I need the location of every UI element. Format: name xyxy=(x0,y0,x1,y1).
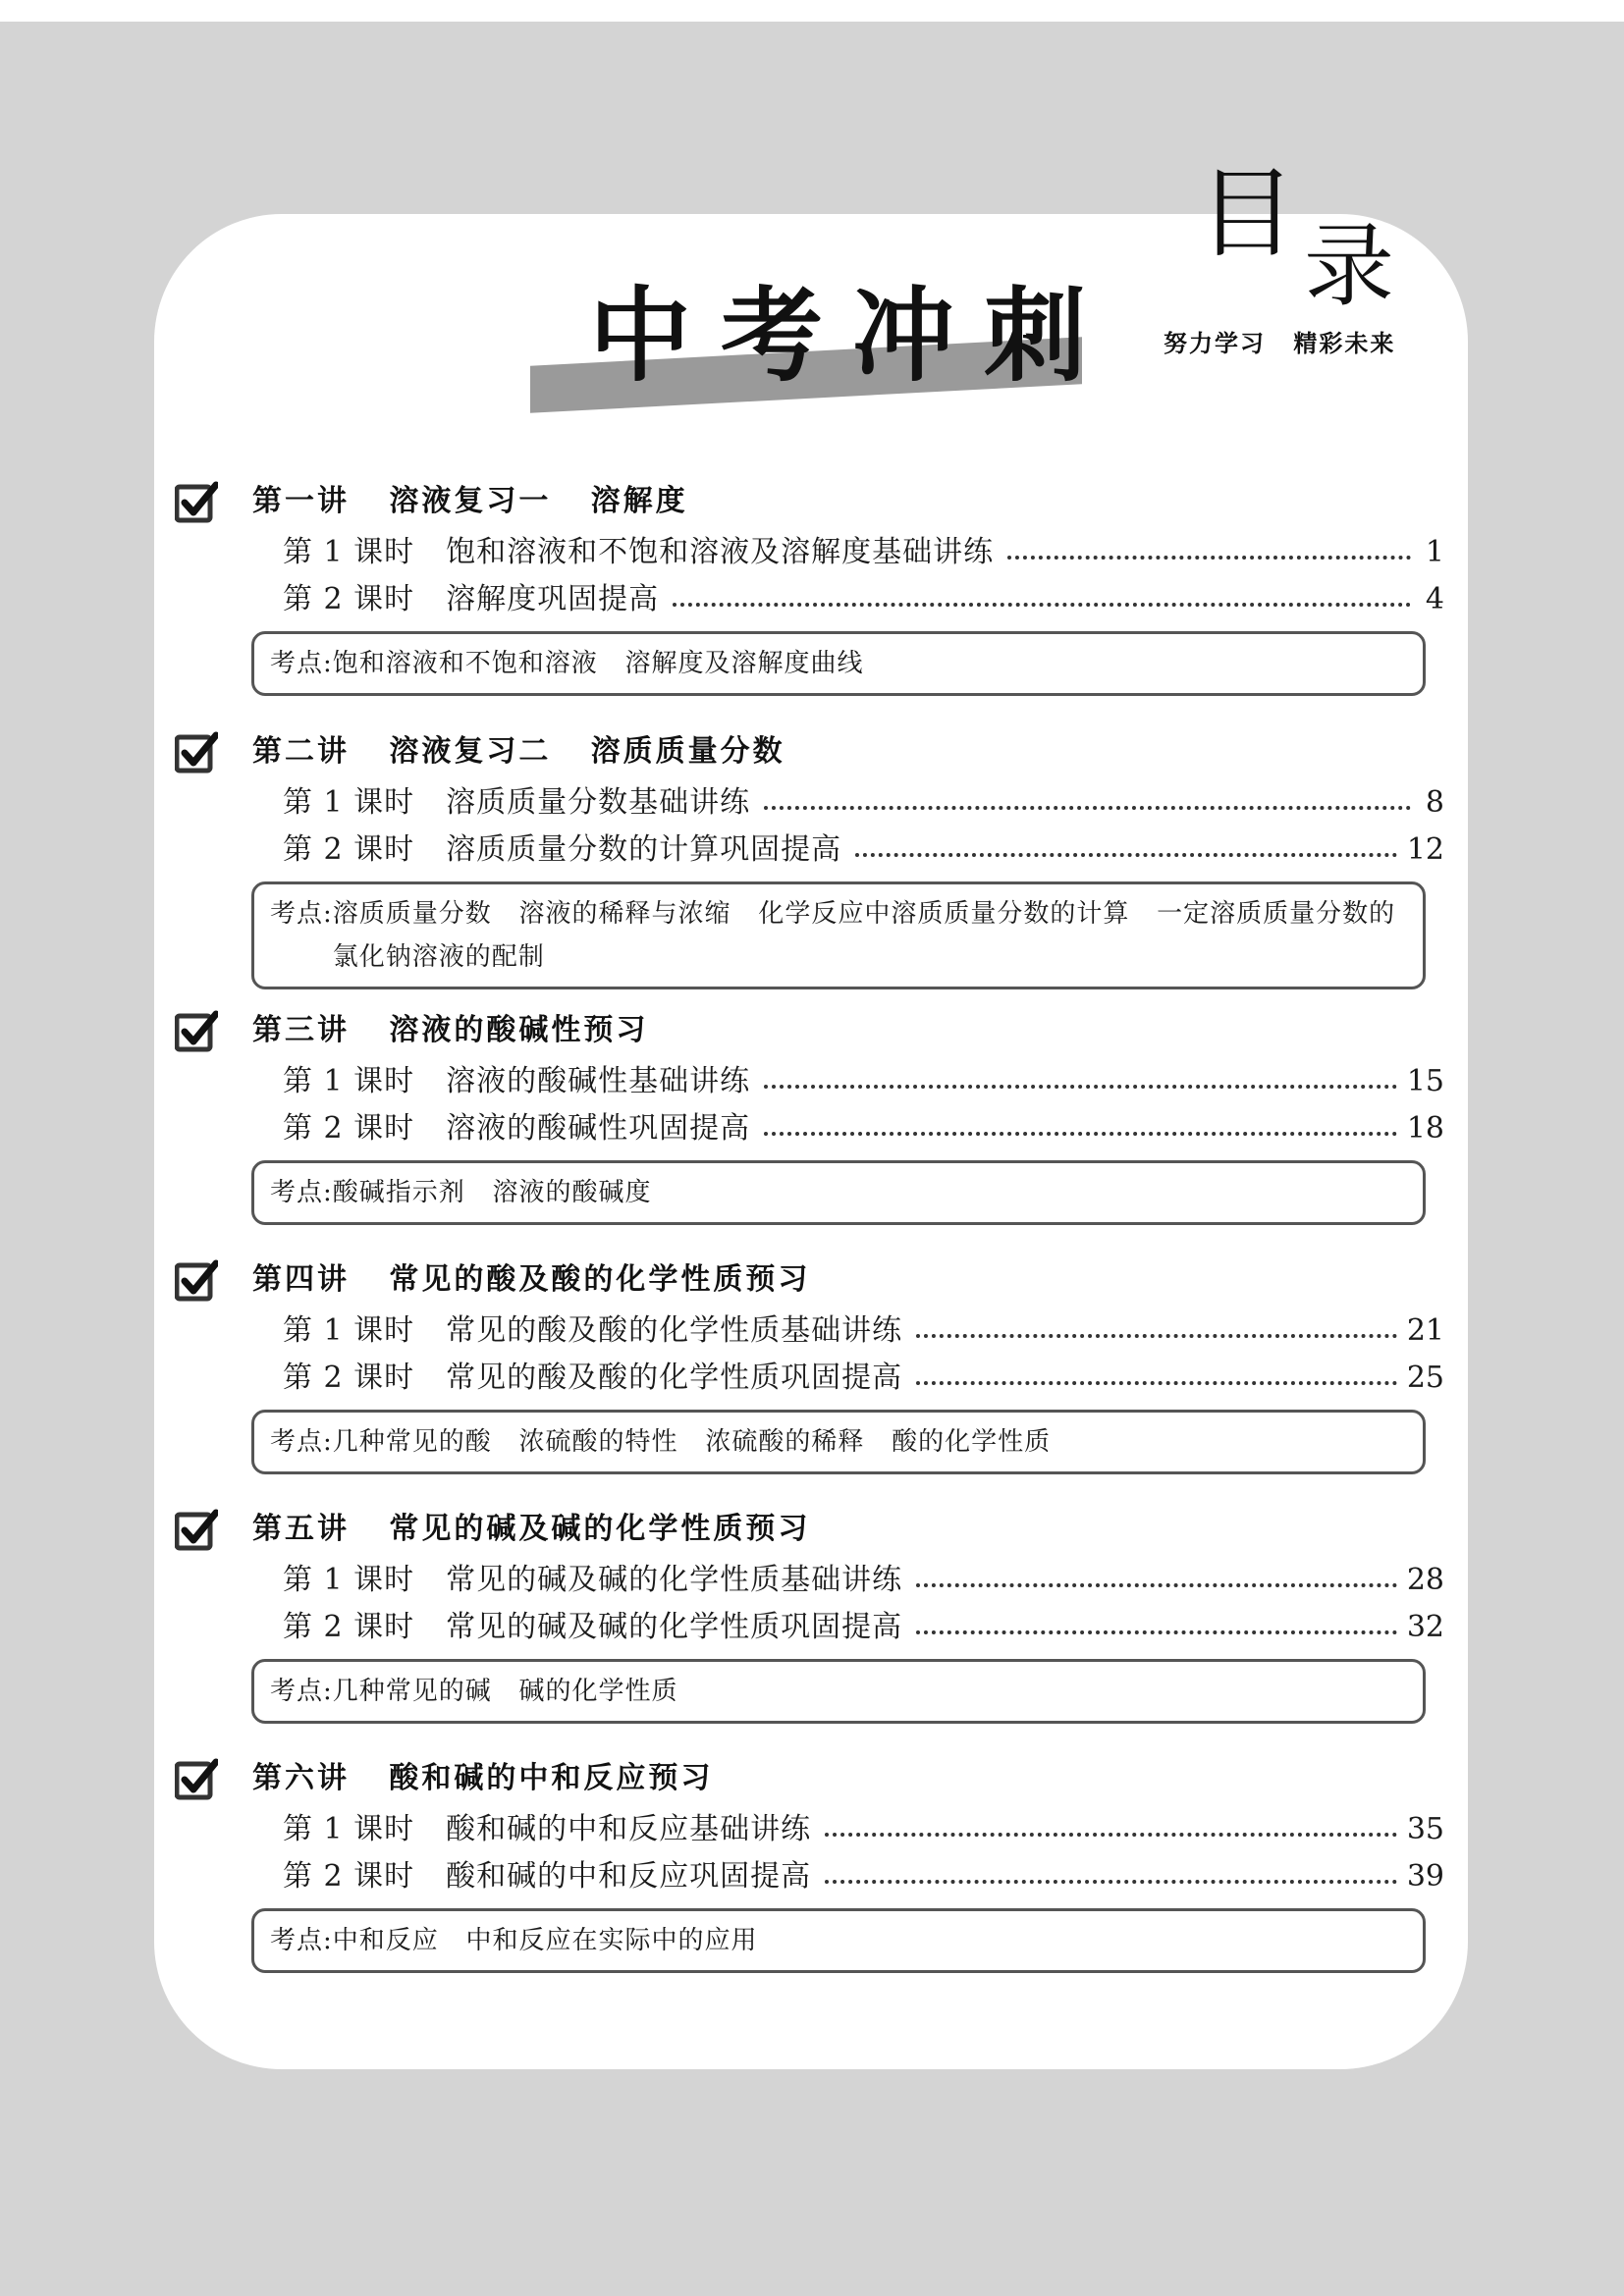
lesson-number: 第 2 课时 xyxy=(283,1111,415,1146)
page-number: 4 xyxy=(1425,582,1444,616)
lecture-2 xyxy=(0,728,1624,972)
kaodian-text: 中和反应 中和反应在实际中的应用 xyxy=(332,1926,758,1955)
lesson-number: 第 1 课时 xyxy=(283,785,415,820)
page-number: 12 xyxy=(1406,832,1444,867)
lesson-number: 第 2 课时 xyxy=(283,832,415,867)
lesson-title: 饱和溶液和不饱和溶液及溶解度基础讲练 xyxy=(446,535,995,569)
lesson-number: 第 1 课时 xyxy=(283,1313,415,1348)
top-margin-strip xyxy=(0,0,1624,22)
kaodian-label: 考点: xyxy=(270,1178,333,1207)
page-number: 39 xyxy=(1406,1859,1444,1894)
dot-leader xyxy=(825,1878,1397,1884)
page-number: 21 xyxy=(1406,1313,1444,1348)
lesson-title: 常见的碱及碱的化学性质基础讲练 xyxy=(446,1563,903,1597)
dot-leader xyxy=(764,804,1411,810)
lesson-title: 常见的碱及碱的化学性质巩固提高 xyxy=(446,1610,903,1644)
lesson-row[interactable] xyxy=(283,578,1444,621)
lesson-number: 第 2 课时 xyxy=(283,582,415,616)
lesson-title: 溶质质量分数的计算巩固提高 xyxy=(446,832,842,867)
lecture-4 xyxy=(0,1256,1624,1492)
lesson-row[interactable] xyxy=(283,1309,1444,1353)
lecture-1 xyxy=(0,478,1624,714)
lesson-row[interactable] xyxy=(283,1808,1444,1851)
lesson-row[interactable] xyxy=(283,1559,1444,1602)
dot-leader xyxy=(916,1379,1397,1385)
kaodian-label: 考点: xyxy=(270,1677,333,1706)
lesson-number: 第 1 课时 xyxy=(283,535,415,569)
dot-leader xyxy=(916,1629,1397,1634)
check-icon xyxy=(175,731,218,774)
lesson-number: 第 2 课时 xyxy=(283,1859,415,1894)
lecture-title: 第六讲 酸和碱的中和反应预习 xyxy=(252,1761,714,1795)
lesson-title: 常见的酸及酸的化学性质巩固提高 xyxy=(446,1361,903,1395)
dot-leader xyxy=(1007,554,1411,560)
kaodian-box xyxy=(251,881,1426,989)
lesson-row[interactable] xyxy=(283,1060,1444,1103)
lesson-title: 酸和碱的中和反应基础讲练 xyxy=(446,1812,812,1846)
mulu-char-2: 录 xyxy=(1304,214,1395,319)
lesson-title: 溶解度巩固提高 xyxy=(446,582,660,616)
page-number: 15 xyxy=(1406,1064,1444,1098)
lesson-row[interactable] xyxy=(283,828,1444,872)
dot-leader xyxy=(855,851,1397,857)
lesson-title: 溶质质量分数基础讲练 xyxy=(446,785,751,820)
dot-leader xyxy=(764,1083,1397,1089)
mulu-char-1: 目 xyxy=(1198,156,1296,271)
check-icon xyxy=(175,1010,218,1053)
check-icon xyxy=(175,1509,218,1552)
kaodian-box xyxy=(251,1908,1426,1973)
kaodian-text: 几种常见的碱 碱的化学性质 xyxy=(332,1677,678,1706)
lecture-title: 第二讲 溶液复习二 溶质质量分数 xyxy=(252,734,785,769)
check-icon xyxy=(175,1758,218,1801)
dot-leader xyxy=(673,601,1411,607)
kaodian-text: 几种常见的酸 浓硫酸的特性 浓硫酸的稀释 酸的化学性质 xyxy=(332,1427,1052,1457)
slogan: 努力学习 精彩未来 xyxy=(1164,330,1396,357)
page-number: 25 xyxy=(1406,1361,1444,1395)
dot-leader xyxy=(916,1581,1397,1587)
kaodian-label: 考点: xyxy=(270,1926,333,1955)
page-number: 35 xyxy=(1406,1812,1444,1846)
check-icon xyxy=(175,1259,218,1303)
lesson-row[interactable] xyxy=(283,1107,1444,1150)
banner-title: 中考冲刺 xyxy=(589,276,1116,396)
lesson-title: 酸和碱的中和反应巩固提高 xyxy=(446,1859,812,1894)
page-number: 8 xyxy=(1425,785,1444,820)
lesson-row[interactable] xyxy=(283,1855,1444,1898)
dot-leader xyxy=(916,1332,1397,1338)
lecture-6 xyxy=(0,1755,1624,1991)
check-icon xyxy=(175,481,218,524)
dot-leader xyxy=(825,1831,1397,1837)
lesson-number: 第 1 课时 xyxy=(283,1812,415,1846)
dot-leader xyxy=(764,1130,1397,1136)
kaodian-text: 溶质质量分数 溶液的稀释与浓缩 化学反应中溶质质量分数的计算 一定溶质质量分数的氯化钠溶液的配制 xyxy=(332,899,1396,972)
kaodian-box xyxy=(251,1160,1426,1225)
lesson-row[interactable] xyxy=(283,781,1444,825)
lesson-title: 溶液的酸碱性基础讲练 xyxy=(446,1064,751,1098)
page-number: 28 xyxy=(1406,1563,1444,1597)
lesson-row[interactable] xyxy=(283,1606,1444,1649)
kaodian-box xyxy=(251,1410,1426,1474)
lesson-title: 溶液的酸碱性巩固提高 xyxy=(446,1111,751,1146)
kaodian-box xyxy=(251,1659,1426,1724)
lesson-title: 常见的酸及酸的化学性质基础讲练 xyxy=(446,1313,903,1348)
lecture-title: 第三讲 溶液的酸碱性预习 xyxy=(252,1013,649,1047)
lesson-number: 第 2 课时 xyxy=(283,1361,415,1395)
lesson-row[interactable] xyxy=(283,531,1444,574)
lesson-number: 第 1 课时 xyxy=(283,1064,415,1098)
lesson-number: 第 2 课时 xyxy=(283,1610,415,1644)
kaodian-label: 考点: xyxy=(270,1427,333,1457)
lecture-3 xyxy=(0,1007,1624,1243)
page-number: 1 xyxy=(1425,535,1444,569)
lecture-title: 第四讲 常见的酸及酸的化学性质预习 xyxy=(252,1262,811,1297)
kaodian-label: 考点: xyxy=(270,899,333,929)
lecture-title: 第一讲 溶液复习一 溶解度 xyxy=(252,484,688,518)
kaodian-box xyxy=(251,631,1426,696)
kaodian-label: 考点: xyxy=(270,649,333,678)
lecture-5 xyxy=(0,1506,1624,1741)
page-number: 32 xyxy=(1406,1610,1444,1644)
lesson-row[interactable] xyxy=(283,1357,1444,1400)
kaodian-text: 饱和溶液和不饱和溶液 溶解度及溶解度曲线 xyxy=(332,649,864,678)
lesson-number: 第 1 课时 xyxy=(283,1563,415,1597)
kaodian-text: 酸碱指示剂 溶液的酸碱度 xyxy=(332,1178,652,1207)
lecture-title: 第五讲 常见的碱及碱的化学性质预习 xyxy=(252,1512,811,1546)
page-number: 18 xyxy=(1406,1111,1444,1146)
